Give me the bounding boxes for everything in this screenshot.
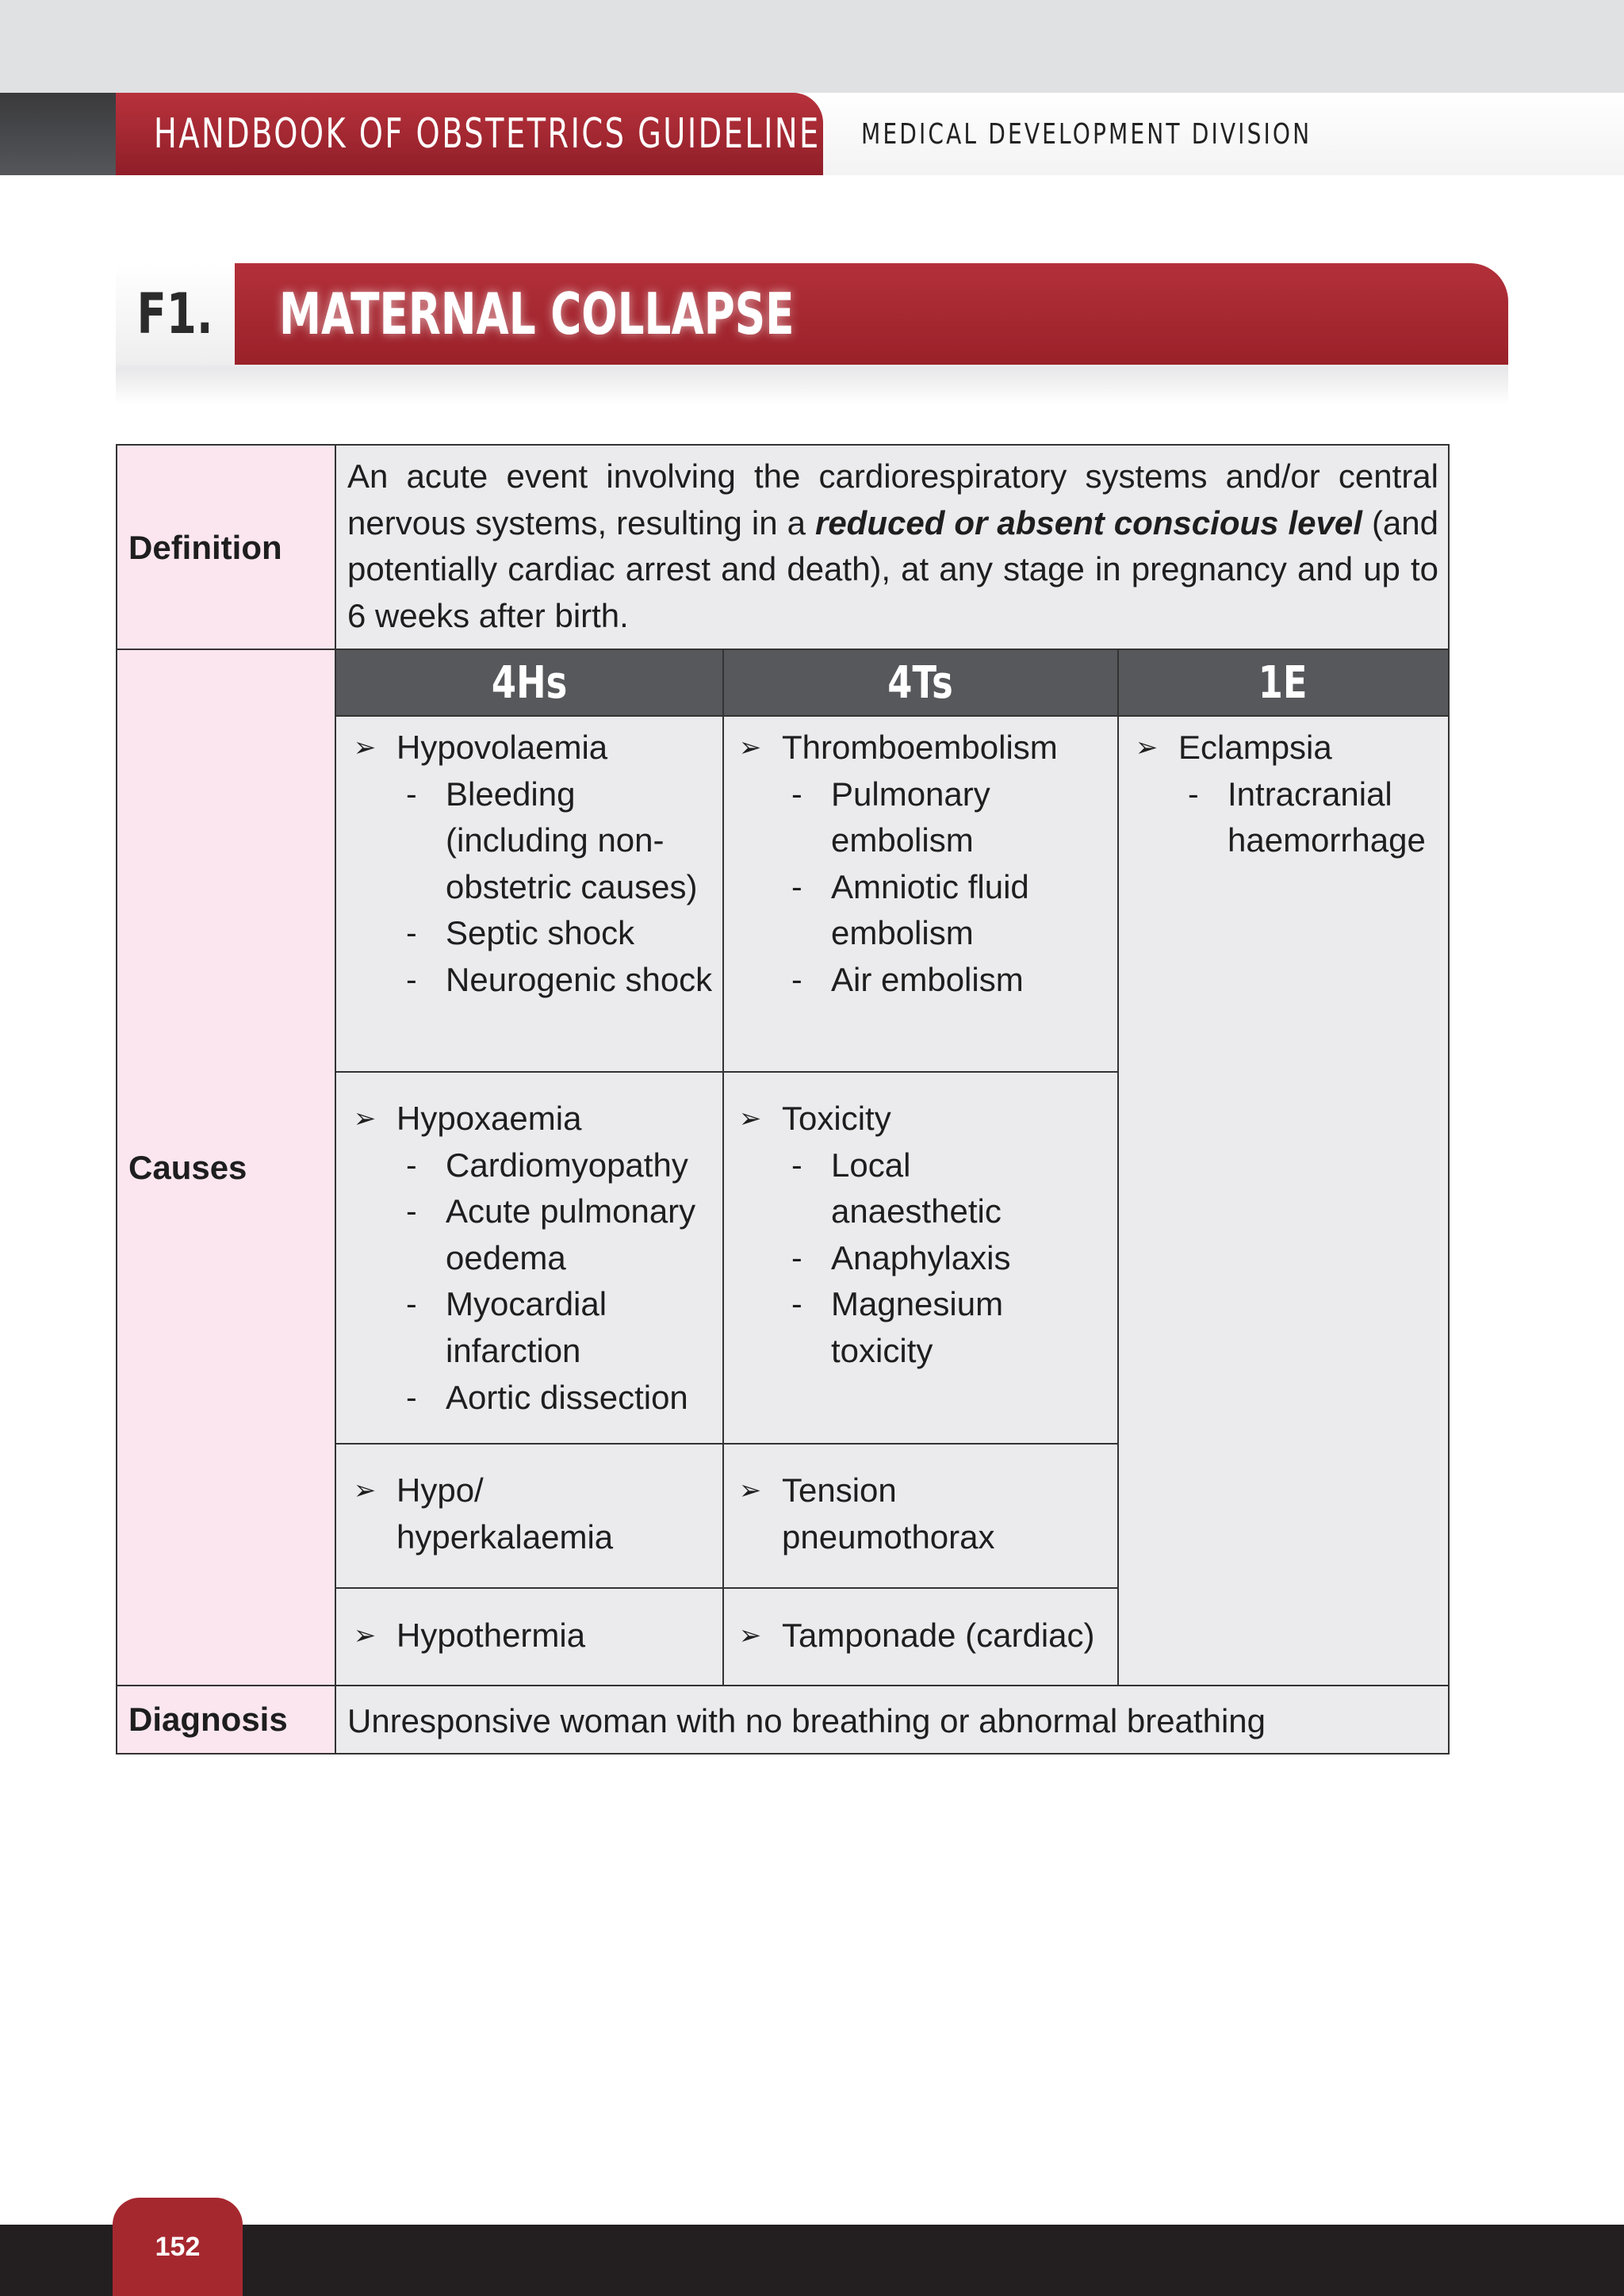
header-1e-label: 1E xyxy=(1258,656,1308,709)
cause-title: Thromboembolism xyxy=(782,729,1058,766)
cause-item: ➢ Hypoxaemia - Cardiomyopathy - Acute pulmonary oedema - Myocardial infarction - Aortic dissection xyxy=(347,1096,720,1421)
divider-diagnosis xyxy=(117,1685,1448,1686)
cause-title: Tension pneumothorax xyxy=(782,1471,995,1556)
cause-sub-item: Air embolism xyxy=(831,960,1024,998)
cause-title: Hypovolaemia xyxy=(396,729,608,766)
divider-row-1 xyxy=(336,1071,1118,1073)
diagnosis-label: Diagnosis xyxy=(128,1700,288,1738)
arrow-bullet-icon: ➢ xyxy=(738,732,762,763)
header-1e xyxy=(1118,649,1448,716)
handbook-title: HANDBOOK OF OBSTETRICS GUIDELINE xyxy=(154,110,821,158)
cause-title: Eclampsia xyxy=(1178,729,1332,766)
cause-sub-item: Pulmonary embolism xyxy=(831,775,990,859)
header-4hs-label: 4Hs xyxy=(492,656,568,709)
definition-text-before: An acute event involving the cardiorespiratory systems and/or central nervous systems, resulting in a xyxy=(347,457,1438,541)
section-title: MATERNAL COLLAPSE xyxy=(279,281,795,347)
arrow-bullet-icon: ➢ xyxy=(353,732,377,763)
arrow-bullet-icon: ➢ xyxy=(353,1475,377,1506)
cause-sub-item: Magnesium toxicity xyxy=(831,1285,1004,1369)
cause-title: Hypothermia xyxy=(396,1617,586,1654)
cause-title: Hypo/ hyperkalaemia xyxy=(396,1471,614,1556)
cause-title: Tamponade (cardiac) xyxy=(782,1617,1095,1654)
cause-sub-item: Myocardial infarction xyxy=(446,1285,607,1369)
cause-item xyxy=(347,1468,614,1560)
footer-bar xyxy=(0,2225,1624,2296)
cause-sub-item: Septic shock xyxy=(446,914,635,952)
definition-label: Definition xyxy=(128,528,282,566)
divider-row-2 xyxy=(336,1443,1118,1445)
cause-item: ➢ Toxicity - Local anaesthetic - Anaphylaxis - Magnesium toxicity xyxy=(733,1096,1113,1375)
page-number-tab xyxy=(113,2198,243,2296)
definition-emphasis: reduced or absent conscious level xyxy=(814,503,1362,541)
definition-label-cell xyxy=(117,446,336,649)
causes-label: Causes xyxy=(128,1148,247,1186)
cause-sub-item: Acute pulmonary oedema xyxy=(446,1192,696,1276)
cause-sub-item: Aortic dissection xyxy=(446,1378,688,1416)
cause-sub-item: Amniotic fluid embolism xyxy=(831,867,1029,952)
arrow-bullet-icon: ➢ xyxy=(738,1103,762,1135)
arrow-bullet-icon: ➢ xyxy=(738,1475,762,1506)
diagnosis-text: Unresponsive woman with no breathing or abnormal breathing xyxy=(347,1702,1266,1739)
arrow-bullet-icon: ➢ xyxy=(738,1620,762,1651)
section-number: F1. xyxy=(136,281,214,346)
page-number: 152 xyxy=(155,2231,201,2262)
divider-headers xyxy=(336,715,1448,717)
cause-item: ➢ Hypovolaemia - Bleeding (including non-obstetric causes) - Septic shock - Neurogenic shock xyxy=(347,725,720,1004)
cause-item xyxy=(733,1613,1113,1659)
cause-sub-item: Anaphylaxis xyxy=(831,1238,1011,1276)
divider-definition xyxy=(117,649,1448,650)
cause-item xyxy=(733,1468,1002,1560)
division-name: MEDICAL DEVELOPMENT DIVISION xyxy=(861,117,1312,151)
top-band xyxy=(0,0,1624,95)
maternal-collapse-table xyxy=(116,444,1450,1755)
section-number-box xyxy=(116,263,235,365)
arrow-bullet-icon: ➢ xyxy=(353,1103,377,1135)
definition-text-after: (and potentially cardiac arrest and death), at any stage in pregnancy and up to 6 weeks after birth. xyxy=(347,503,1438,634)
cause-item: ➢ Eclampsia - Intracranial haemorrhage xyxy=(1129,725,1446,864)
header-accent xyxy=(0,93,116,175)
causes-label-cell xyxy=(117,649,336,1686)
cause-item: ➢ Thromboembolism - Pulmonary embolism - Amniotic fluid embolism - Air embolism xyxy=(733,725,1113,1004)
cause-sub-item: Bleeding (including non-obstetric causes) xyxy=(446,775,698,905)
cause-item xyxy=(347,1613,720,1659)
definition-text xyxy=(347,453,1438,639)
diagnosis-label-cell xyxy=(117,1686,336,1753)
cause-sub-item: Intracranial haemorrhage xyxy=(1228,775,1426,859)
header-4hs xyxy=(336,649,723,716)
arrow-bullet-icon: ➢ xyxy=(353,1620,377,1651)
arrow-bullet-icon: ➢ xyxy=(1135,732,1159,763)
header-title-tab xyxy=(116,93,823,175)
section-title-bar xyxy=(235,263,1508,365)
cause-title: Hypoxaemia xyxy=(396,1100,582,1137)
header-4ts-label: 4Ts xyxy=(887,656,954,709)
divider-label-column xyxy=(335,446,336,1753)
cause-sub-item: Neurogenic shock xyxy=(446,960,713,998)
cause-title: Toxicity xyxy=(782,1100,891,1137)
divider-ts-e xyxy=(1117,649,1119,1686)
divider-hs-ts xyxy=(722,649,724,1686)
divider-row-3 xyxy=(336,1587,1118,1589)
cause-sub-item: Local anaesthetic xyxy=(831,1146,1002,1230)
header-4ts xyxy=(723,649,1118,716)
cause-sub-item: Cardiomyopathy xyxy=(446,1146,688,1184)
